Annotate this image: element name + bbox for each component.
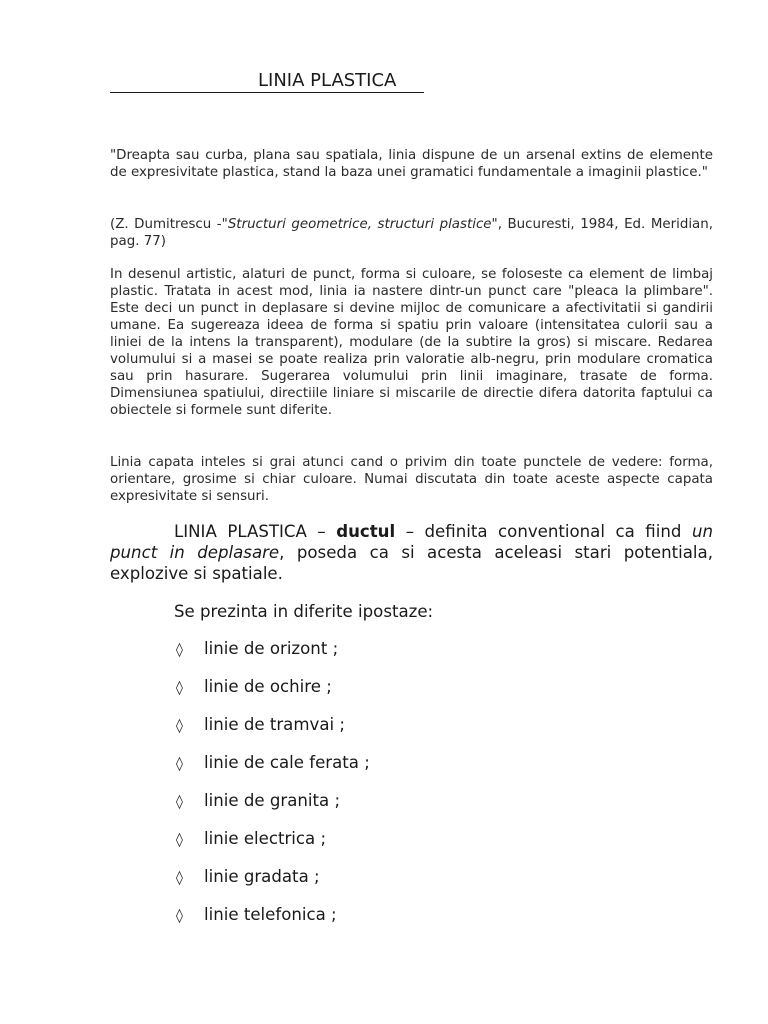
list-item bbox=[176, 676, 370, 714]
citation-paragraph bbox=[110, 216, 713, 250]
body-paragraph-2: Linia capata inteles si grai atunci cand o privim din toate punctele de vedere: forma, orientare, grosime si chiar culoare. Numai discutata din toate aceste aspecte capata expresivitate si sensuri. bbox=[110, 455, 713, 504]
diamond-bullet-icon: ◊ bbox=[176, 642, 183, 658]
list-item bbox=[176, 904, 370, 942]
diamond-bullet-icon: ◊ bbox=[176, 870, 183, 886]
list-item bbox=[176, 790, 370, 828]
title-underline bbox=[110, 70, 424, 93]
list-item bbox=[176, 638, 370, 676]
citation-after: ", Bucuresti, 1984, Ed. Meridian, pag. 77) bbox=[110, 217, 714, 249]
definition-bold-term: ductul bbox=[336, 522, 396, 541]
definition-paragraph bbox=[110, 521, 713, 584]
diamond-bullet-icon: ◊ bbox=[176, 832, 183, 848]
quote-paragraph: "Dreapta sau curba, plana sau spatiala, linia dispune de un arsenal extins de elemente de expresivitate plastica, stand la baza unei gramatici fundamentale a imaginii plastice." bbox=[110, 148, 713, 180]
list-item-text: linie telefonica ; bbox=[204, 905, 337, 924]
page-title: LINIA PLASTICA bbox=[258, 70, 397, 91]
diamond-bullet-icon: ◊ bbox=[176, 908, 183, 924]
list-item bbox=[176, 828, 370, 866]
diamond-bullet-icon: ◊ bbox=[176, 756, 183, 772]
body-paragraph-1: In desenul artistic, alaturi de punct, forma si culoare, se foloseste ca element de limbaj plastic. Tratata in acest mod, linia ia nastere dintr-un punct care "pleaca la plimbare". Este deci un punct in deplasare si devine mijloc de comunicare a afectivitatii si gandirii umane. Ea sugereaza ideea de forma si spatiu prin valoare (intensitatea culorii sau a liniei de la intens la transparent), modulare (de la subtire la gros) si miscare. Redarea volumului si a masei se poate realiza prin valoratie alb-negru, prin modulare cromatica sau prin hasurare. Sugerarea volumului prin linii imaginare, trasate de forma. Dimensiunea spatiului, directiile liniare si miscarile de directie difera datorita faptului ca obiectele si formele sunt diferite. bbox=[110, 267, 713, 418]
diamond-bullet-icon: ◊ bbox=[176, 680, 183, 696]
list-item-text: linie de tramvai ; bbox=[204, 715, 345, 734]
list-item bbox=[176, 752, 370, 790]
list-item-text: linie gradata ; bbox=[204, 867, 320, 886]
definition-part-1: LINIA PLASTICA – bbox=[174, 522, 337, 541]
definition-part-2: – definita conventional ca fiind bbox=[395, 522, 692, 541]
definition-italic-phrase: un punct in deplasare bbox=[110, 522, 714, 562]
ipostaze-list bbox=[176, 638, 370, 942]
list-item-text: linie electrica ; bbox=[204, 829, 327, 848]
diamond-bullet-icon: ◊ bbox=[176, 794, 183, 810]
list-item-text: linie de ochire ; bbox=[204, 677, 332, 696]
citation-before: (Z. Dumitrescu -" bbox=[110, 217, 228, 232]
definition-part-3: , poseda ca si acesta aceleasi stari potentiala, explozive si spatiale. bbox=[110, 543, 713, 583]
diamond-bullet-icon: ◊ bbox=[176, 718, 183, 734]
citation-book-title: Structuri geometrice, structuri plastice bbox=[227, 217, 492, 232]
list-item bbox=[176, 714, 370, 752]
list-item bbox=[176, 866, 370, 904]
list-item-text: linie de orizont ; bbox=[204, 639, 339, 658]
list-item-text: linie de granita ; bbox=[204, 791, 341, 810]
list-item-text: linie de cale ferata ; bbox=[204, 753, 370, 772]
list-intro: Se prezinta in diferite ipostaze: bbox=[174, 602, 434, 621]
